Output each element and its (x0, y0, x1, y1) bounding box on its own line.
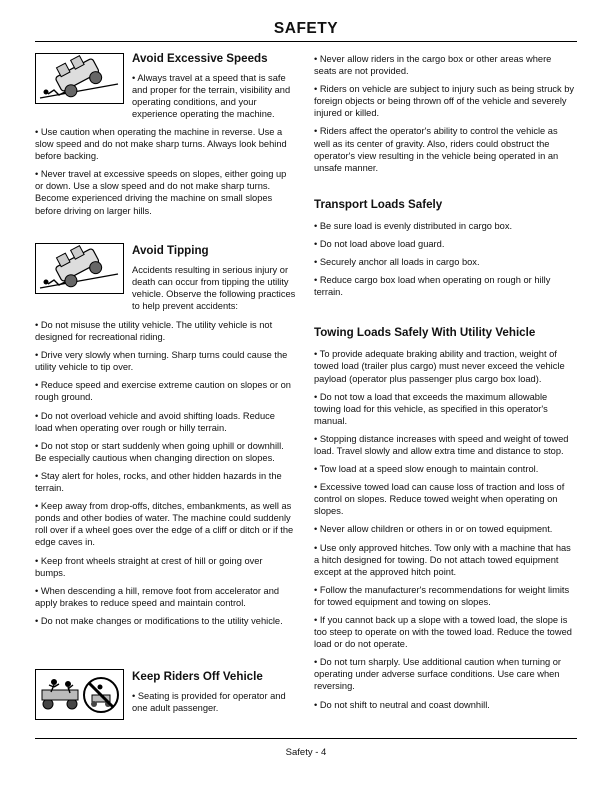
towing-bullet: • Tow load at a speed slow enough to maintain control. (314, 464, 539, 475)
header-rule (35, 41, 577, 42)
riders-bullet: • Riders on vehicle are subject to injury such as being struck by foreign objects or being thrown off of the vehicle and severely injured or killed. (314, 84, 575, 119)
tipping-bullet: • When descending a hill, remove foot from accelerator and apply brakes to reduce speed and maintain control. (35, 585, 280, 608)
tipping-bullet: • Keep away from drop-offs, ditches, embankments, as well as ponds and other bodies of water. The machine could suddenly roll over if a wheel goes over the edge of a cliff or ditch or if the edge caves in. (35, 501, 294, 548)
speeds-intro: • Always travel at a speed that is safe and proper for the terrain, visibility and operating conditions, and your experience operating the machine. (132, 73, 291, 120)
towing-bullet: • Follow the manufacturer's recommendations for weight limits for towed equipment and towing on slopes. (314, 584, 570, 607)
tipping-intro: Accidents resulting in serious injury or death can occur from tipping the utility vehicle. Observe the following practices to help prevent accidents: (132, 265, 296, 312)
towing-bullet: • Stopping distance increases with speed and weight of towed load. Travel slowly and allow extra time and distance to stop. (314, 433, 569, 456)
tipping-bullet: • Reduce speed and exercise extreme caution on slopes or on rough ground. (35, 380, 291, 403)
page-title: SAFETY (273, 20, 339, 37)
tipping-bullet: • Keep front wheels straight at crest of hill or going over bumps. (35, 555, 263, 578)
towing-bullet: • Do not shift to neutral and coast downhill. (314, 699, 490, 710)
no-riders-illustration (35, 669, 124, 720)
tipping-bullet: • Do not make changes or modifications to the utility vehicle. (35, 615, 283, 626)
towing-bullet: • Excessive towed load can cause loss of traction and loss of control on slopes. Reduce towed weight when operating on slopes. (314, 482, 565, 517)
speeds-heading: Avoid Excessive Speeds (132, 52, 268, 65)
riders-intro-block (132, 670, 296, 714)
tipping-heading: Avoid Tipping (132, 244, 209, 257)
riders-bullet: • Never allow riders in the cargo box or other areas where seats are not provided. (314, 54, 552, 77)
tipping-bullet: • Do not misuse the utility vehicle. The utility vehicle is not designed for recreational riding. (35, 320, 273, 343)
towing-bullet: • Use only approved hitches. Tow only with a machine that has a hitch designed for towing. Do not attach towed equipment except at the approved hitch point. (314, 542, 571, 577)
towing-bullet: • Do not turn sharply. Use additional caution when turning or operating under adverse surface conditions. Use care when reversing. (314, 657, 562, 692)
tipping-intro-block (132, 244, 296, 312)
footer-rule (35, 738, 577, 739)
towing-bullet: • If you cannot back up a slope with a towed load, the slope is too steep to operate on with the towed load. Reduce the towed load or do not operate. (314, 615, 572, 650)
tipping-bullet: • Do not overload vehicle and avoid shifting loads. Reduce load when operating over rough or hilly terrain. (35, 410, 275, 433)
towing-bullet: • To provide adequate braking ability and traction, weight of towed load (trailer plus cargo) must never exceed the vehicle payload (operator plus passenger plus cargo box load). (314, 349, 565, 384)
towing-bullet: • Do not tow a load that exceeds the maximum allowable towing load for this vehicle, as specified in this operator's manual. (314, 391, 548, 426)
tipping-vehicle-illustration (35, 53, 124, 104)
transport-bullet: • Securely anchor all loads in cargo box. (314, 257, 480, 268)
speeds-intro-block (132, 52, 296, 120)
speeds-bullets (35, 126, 295, 223)
tipping-vehicle-illustration-2 (35, 243, 124, 294)
transport-heading: Transport Loads Safely (314, 197, 443, 211)
riders-intro: • Seating is provided for operator and one adult passenger. (132, 691, 286, 714)
right-column (314, 53, 576, 717)
tipping-bullets (35, 319, 295, 633)
riders-heading: Keep Riders Off Vehicle (132, 670, 263, 683)
tipping-bullet: • Do not stop or start suddenly when going uphill or downhill. Be especially cautious when changing direction on slopes. (35, 440, 284, 463)
towing-heading: Towing Loads Safely With Utility Vehicle (314, 326, 536, 340)
towing-bullet: • Never allow children or others in or on towed equipment. (314, 524, 553, 535)
page-footer: Safety - 4 (285, 747, 327, 758)
speeds-bullet: • Use caution when operating the machine in reverse. Use a slow speed and do not make sharp turns. Always look behind before backing. (35, 127, 287, 162)
tipping-bullet: • Stay alert for holes, rocks, and other hidden hazards in the terrain. (35, 470, 282, 494)
speeds-bullet: • Never travel at excessive speeds on slopes, either going up or down. Use a slow speed and do not make sharp turns. Become experienced driving the machine on small slopes before driving on larger hills. (35, 169, 287, 216)
transport-bullet: • Be sure load is evenly distributed in cargo box. (314, 220, 513, 231)
transport-bullet: • Reduce cargo box load when operating on rough or hilly terrain. (314, 275, 551, 298)
tipping-bullet: • Drive very slowly when turning. Sharp turns could cause the utility vehicle to tip over. (35, 350, 288, 373)
riders-bullet: • Riders affect the operator's ability to control the vehicle as well as its center of gravity. Also, riders could obstruct the operator's view resulting in the vehicle being operated in an unsafe manner. (314, 126, 559, 173)
transport-bullet: • Do not load above load guard. (314, 238, 445, 249)
